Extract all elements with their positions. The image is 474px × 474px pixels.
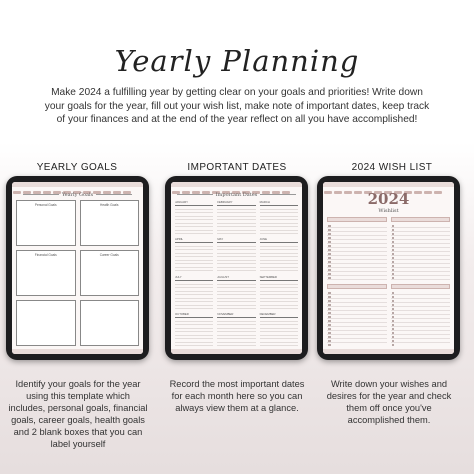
top-tab-bar xyxy=(171,182,302,187)
checkbox-list[interactable] xyxy=(391,224,451,280)
bottom-tab-bar xyxy=(323,349,454,354)
month-december[interactable] xyxy=(260,312,298,346)
month-label: MAY xyxy=(217,237,255,243)
wish-box-grateful[interactable] xyxy=(391,284,451,347)
wish-box-header xyxy=(327,217,387,222)
bottom-tab-bar xyxy=(171,349,302,354)
month-september[interactable] xyxy=(260,275,298,309)
goal-box-financial[interactable] xyxy=(16,250,76,296)
wishlist-year: 2024 xyxy=(367,190,410,208)
screen-wish-list xyxy=(323,182,454,354)
tablet-yearly-goals xyxy=(6,176,149,360)
month-label: JUNE xyxy=(260,237,298,243)
goal-box-label: Health Goals xyxy=(100,203,119,207)
top-tab-bar xyxy=(12,182,143,187)
goal-box-label: Career Goals xyxy=(99,253,119,257)
month-april[interactable] xyxy=(175,237,213,271)
goal-box-label: Personal Goals xyxy=(34,203,57,207)
month-march[interactable] xyxy=(260,200,298,234)
wish-box-experience[interactable] xyxy=(327,217,387,280)
month-label: FEBRUARY xyxy=(217,200,255,206)
tablet-important-dates xyxy=(165,176,308,360)
heading-wish-list: 2024 WISH LIST xyxy=(351,162,433,173)
goal-box-blank-2[interactable] xyxy=(80,300,140,346)
month-label: APRIL xyxy=(175,237,213,243)
checkbox-list[interactable] xyxy=(327,224,387,280)
month-label: SEPTEMBER xyxy=(260,275,298,281)
screen-title: Yearly Goals xyxy=(12,192,143,198)
month-label: NOVEMBER xyxy=(217,312,255,318)
wish-box-visit[interactable] xyxy=(391,217,451,280)
month-october[interactable] xyxy=(175,312,213,346)
description-important-dates: Record the most important dates for each month here so you can always view them at a glance. xyxy=(169,379,305,413)
top-tab-bar xyxy=(323,182,454,187)
wish-box-header xyxy=(391,284,451,289)
month-label: AUGUST xyxy=(217,275,255,281)
wish-grid xyxy=(327,217,450,346)
month-may[interactable] xyxy=(217,237,255,271)
tablet-wish-list xyxy=(317,176,460,360)
goal-box-health[interactable] xyxy=(80,200,140,246)
checkbox-list[interactable] xyxy=(391,291,451,347)
goal-box-label: Financial Goals xyxy=(34,253,57,257)
heading-yearly-goals: YEARLY GOALS xyxy=(36,162,118,173)
month-august[interactable] xyxy=(217,275,255,309)
month-label: JULY xyxy=(175,275,213,281)
months-grid xyxy=(175,200,298,346)
bottom-tab-bar xyxy=(12,349,143,354)
month-january[interactable] xyxy=(175,200,213,234)
screen-title: Important Dates xyxy=(171,192,302,198)
month-june[interactable] xyxy=(260,237,298,271)
month-label: MARCH xyxy=(260,200,298,206)
screen-title: Wishlist xyxy=(378,208,399,214)
description-yearly-goals: Identify your goals for the year using this template which includes, personal goals, financial goals, career goals, health goals and 2 blank boxes that you can label yourself xyxy=(8,379,148,449)
goals-grid xyxy=(16,200,139,346)
description-wish-list: Write down your wishes and desires for the year and check them off once you've accomplished them. xyxy=(326,379,452,425)
month-label: OCTOBER xyxy=(175,312,213,318)
goal-box-career[interactable] xyxy=(80,250,140,296)
goal-box-blank-1[interactable] xyxy=(16,300,76,346)
heading-important-dates: IMPORTANT DATES xyxy=(187,162,287,173)
goal-box-personal[interactable] xyxy=(16,200,76,246)
month-label: JANUARY xyxy=(175,200,213,206)
intro-text: Make 2024 a fulfilling year by getting clear on your goals and priorities! Write down your goals for the year, fill out your wish list, make note of important dates, keep track of your finances and at the end of the year reflect on all you have accomplished! xyxy=(44,87,430,125)
page-title: Yearly Planning xyxy=(114,44,360,78)
screen-important-dates xyxy=(171,182,302,354)
month-february[interactable] xyxy=(217,200,255,234)
wish-box-header xyxy=(327,284,387,289)
wish-box-header xyxy=(391,217,451,222)
month-label: DECEMBER xyxy=(260,312,298,318)
month-july[interactable] xyxy=(175,275,213,309)
month-november[interactable] xyxy=(217,312,255,346)
screen-yearly-goals xyxy=(12,182,143,354)
wish-box-learn[interactable] xyxy=(327,284,387,347)
checkbox-list[interactable] xyxy=(327,291,387,347)
